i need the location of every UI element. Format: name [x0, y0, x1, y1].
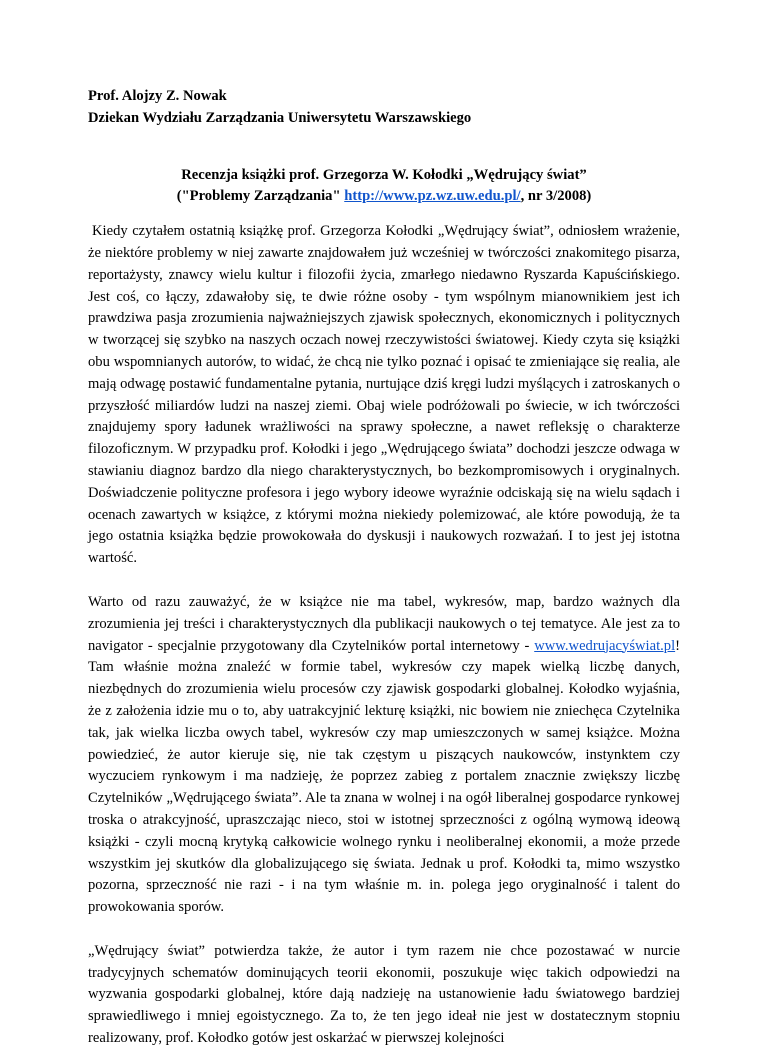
- paragraph-1: Kiedy czytałem ostatnią książkę prof. Grzegorza Kołodki „Wędrujący świat”, odniosłem wrażenie, że niektóre problemy w niej zawarte znajdowałem już wcześniej w twórczości znakomitego pisarza, reportażysty, znawcy wielu kultur i filozofii życia, zmarłego niedawno Ryszarda Kapuścińskiego. Jest coś, co łączy, zdawałoby się, te dwie różne osoby - tym wspólnym mianownikiem jest ich prawdziwa pasja zrozumienia najważniejszych zjawisk społecznych, ekonomicznych i politycznych w tworzącej się szybko na naszych oczach nowej rzeczywistości światowej. Kiedy czyta się książki obu wspomnianych autorów, to widać, że chcą nie tylko poznać i opisać te zmieniające się realia, ale mają odwagę postawić fundamentalne pytania, nurtujące dziś kręgi ludzi myślących i zatroskanych o przyszłość miliardów ludzi na naszej ziemi. Obaj wiele podróżowali po świecie, w ich twórczości znajdujemy spory ładunek wrażliwości na sprawy społeczne, a nawet refleksję o charakterze filozoficznym. W przypadku prof. Kołodki i jego „Wędrującego świata” dochodzi jeszcze odwaga w stawianiu diagnoz bardzo dla niego charakterystycznych, bo bezkompromisowych i oryginalnych. Doświadczenie polityczne profesora i jego wybory ideowe wyraźnie odciskają się na wielu sądach i ocenach zawartych w książce, z którymi można niekiedy polemizować, ale które powodują, że ta jego ostatnia książka będzie prowokowała do dyskusji i naukowych rozważań. I to jest jej istotna wartość.: [88, 223, 680, 567]
- author-name: Prof. Alojzy Z. Nowak: [88, 88, 227, 104]
- journal-link[interactable]: http://www.pz.wz.uw.edu.pl/: [344, 188, 521, 205]
- author-title: Dziekan Wydziału Zarządzania Uniwersytetu Warszawskiego: [88, 109, 472, 126]
- review-source-prefix: ("Problemy Zarządzania": [176, 188, 345, 205]
- review-source: [88, 186, 680, 208]
- review-source-suffix: , nr 3/2008): [520, 188, 592, 205]
- paragraph-3: „Wędrujący świat” potwierdza także, że autor i tym razem nie chce pozostawać w nurcie tradycyjnych schematów dominujących teorii ekonomii, poszukuje więc takich odpowiedzi na wyzwania gospodarki globalnej, które dają nadzieję na ustanowienie ładu światowego bardziej sprawiedliwego i mniej egoistycznego. Za to, że ten jego ideał nie jest w dostatecznym stopniu realizowany, prof. Kołodko gotów jest oskarżać w pierwszej kolejności: [88, 942, 680, 1047]
- review-heading: [88, 165, 680, 209]
- portal-link[interactable]: www.wedrujacyświat.pl: [534, 637, 676, 654]
- paragraph-2-text-after-link: ! Tam właśnie można znaleźć w formie tabel, wykresów czy mapek wielką liczbę danych, niezbędnych do zrozumienia wielu procesów czy zjawisk gospodarki globalnej. Kołodko wyjaśnia, że z założenia idzie mu o to, aby uatrakcyjnić lekturę książki, nic bowiem nie zniechęca Czytelnika tak, jak wielka liczba owych tabel, wykresów czy map umieszczonych w samej książce. Można powiedzieć, że autor kieruje się, nie tak częstym u piszących naukowców, instynktem czy wyczuciem rynkowym i ma nadzieję, że poprzez zabieg z portalem znacznie zwiększy liczbę Czytelników „Wędrującego świata”. Ale ta znana w wolnej i na ogół liberalnej gospodarce rynkowej troska o atrakcyjność, upraszczając nieco, stoi w istotnej sprzeczności z ogólną wymową ideową książki - czyli mocną krytyką całkowicie wolnego rynku i neoliberalnej ekonomii, a może przede wszystkim jej skutków dla globalizującego się świata. Jednak u prof. Kołodki ta, mimo wszystko pozorna, sprzeczność nie razi - i na tym właśnie m. in. polega jego oryginalność i talent do prowokowania sporów.: [88, 637, 680, 916]
- paragraph-2: [88, 592, 680, 919]
- paragraph-2-text-before-link: Warto od razu zauważyć, że w książce nie ma tabel, wykresów, map, bardzo ważnych dla zrozumienia jej treści i charakterystycznych dla publikacji naukowych o tej tematyce. Ale jest za to navigator - specjalnie przygotowany dla Czytelników portal internetowy -: [88, 593, 680, 654]
- review-title: Recenzja książki prof. Grzegorza W. Kołodki „Wędrujący świat”: [181, 166, 587, 183]
